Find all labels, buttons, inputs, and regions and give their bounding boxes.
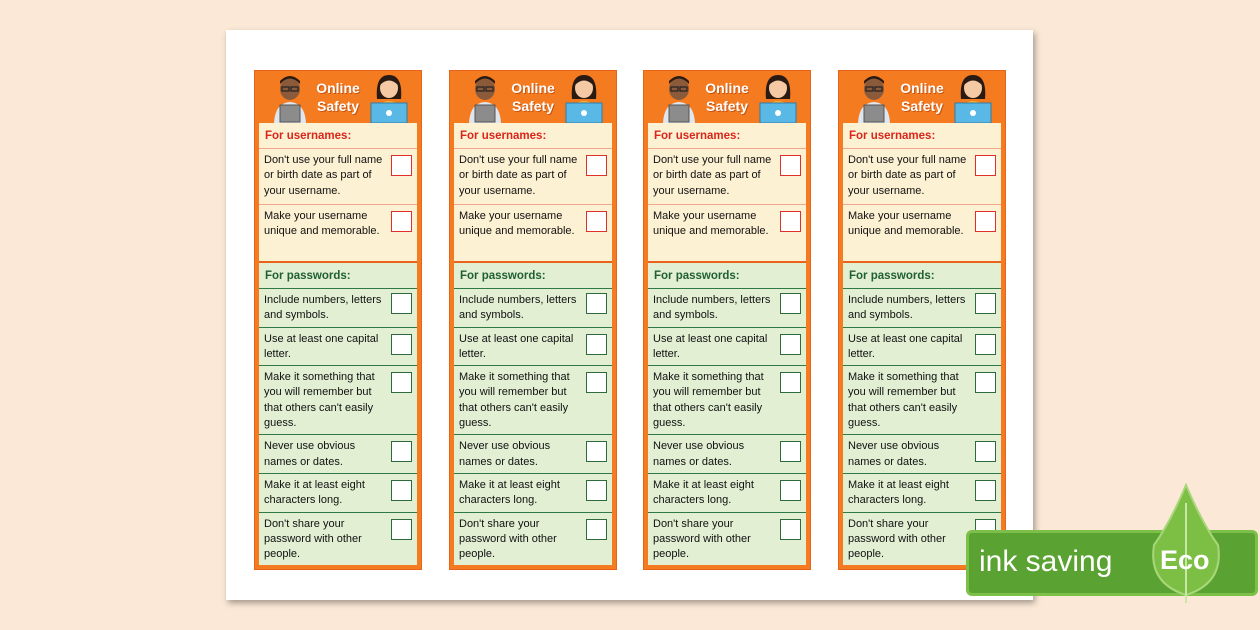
- checklist-item: [648, 366, 806, 435]
- checklist-item: [843, 328, 1001, 367]
- boy-with-tablet-icon: [855, 73, 893, 123]
- item-text: Use at least one capital letter.: [264, 332, 379, 360]
- passwords-heading: For passwords:: [259, 263, 417, 289]
- passwords-section: [454, 263, 612, 565]
- checkbox[interactable]: [780, 211, 801, 232]
- item-text: Make it something that you will remember but that others can't easily guess.: [459, 371, 570, 430]
- bookmark-title: Online Safety: [705, 80, 749, 114]
- checklist-item: [454, 289, 612, 328]
- usernames-section: [454, 123, 612, 263]
- bookmark-header: [454, 71, 612, 123]
- item-text: Make it something that you will remember but that others can't easily guess.: [848, 371, 959, 430]
- checkbox[interactable]: [975, 372, 996, 393]
- checkbox[interactable]: [586, 441, 607, 462]
- item-text: Don't use your full name or birth date as part of your username.: [653, 154, 772, 197]
- checklist-item: [259, 513, 417, 566]
- passwords-section: [843, 263, 1001, 565]
- item-text: Don't share your password with other people.: [653, 517, 751, 561]
- checklist-item: [648, 474, 806, 513]
- checkbox[interactable]: [780, 155, 801, 176]
- usernames-heading: For usernames:: [648, 123, 806, 149]
- checklist-item: [454, 513, 612, 566]
- checklist-item: [454, 205, 612, 261]
- item-text: Make it at least eight characters long.: [264, 478, 365, 507]
- checkbox[interactable]: [586, 211, 607, 232]
- bookmark-header: [843, 71, 1001, 123]
- checklist-item: [648, 513, 806, 566]
- boy-with-tablet-icon: [271, 73, 309, 123]
- checklist-item: [454, 328, 612, 367]
- passwords-heading: For passwords:: [454, 263, 612, 289]
- item-text: Use at least one capital letter.: [459, 332, 574, 360]
- girl-with-laptop-icon: [367, 73, 411, 123]
- checklist-item: [454, 366, 612, 435]
- checkbox[interactable]: [586, 293, 607, 314]
- passwords-section: [648, 263, 806, 565]
- checkbox[interactable]: [586, 372, 607, 393]
- item-text: Make it at least eight characters long.: [459, 478, 560, 507]
- checkbox[interactable]: [975, 211, 996, 232]
- checklist-item: [648, 435, 806, 474]
- bookmark: [838, 70, 1006, 570]
- checkbox[interactable]: [975, 155, 996, 176]
- bookmark: [643, 70, 811, 570]
- ink-saving-label: ink saving: [979, 545, 1113, 578]
- item-text: Make your username unique and memorable.: [653, 210, 769, 238]
- checkbox[interactable]: [780, 480, 801, 501]
- checklist-item: [648, 328, 806, 367]
- boy-with-tablet-icon: [466, 73, 504, 123]
- checkbox[interactable]: [391, 334, 412, 355]
- item-text: Don't share your password with other people.: [848, 517, 946, 561]
- usernames-heading: For usernames:: [454, 123, 612, 149]
- girl-with-laptop-icon: [951, 73, 995, 123]
- checkbox[interactable]: [391, 293, 412, 314]
- checkbox[interactable]: [391, 519, 412, 540]
- item-text: Don't share your password with other people.: [459, 517, 557, 561]
- checklist-item: [843, 205, 1001, 261]
- usernames-heading: For usernames:: [843, 123, 1001, 149]
- eco-leaf-icon: [1150, 483, 1222, 603]
- checkbox[interactable]: [391, 211, 412, 232]
- item-text: Don't use your full name or birth date as part of your username.: [459, 154, 578, 197]
- eco-label: Eco: [1160, 545, 1210, 575]
- checklist-item: [259, 328, 417, 367]
- checklist-item: [259, 289, 417, 328]
- checklist-item: [259, 435, 417, 474]
- item-text: Don't use your full name or birth date as part of your username.: [264, 154, 383, 197]
- item-text: Include numbers, letters and symbols.: [264, 294, 382, 322]
- checklist-item: [454, 474, 612, 513]
- item-text: Make your username unique and memorable.: [459, 210, 575, 238]
- checkbox[interactable]: [586, 519, 607, 540]
- checkbox[interactable]: [586, 155, 607, 176]
- item-text: Make your username unique and memorable.: [848, 210, 964, 238]
- girl-with-laptop-icon: [562, 73, 606, 123]
- bookmark-title: Online Safety: [900, 80, 944, 114]
- checkbox[interactable]: [975, 441, 996, 462]
- checklist-item: [648, 289, 806, 328]
- passwords-heading: For passwords:: [648, 263, 806, 289]
- item-text: Don't use your full name or birth date as part of your username.: [848, 154, 967, 197]
- item-text: Never use obvious names or dates.: [264, 440, 356, 468]
- checkbox[interactable]: [780, 334, 801, 355]
- checkbox[interactable]: [391, 155, 412, 176]
- checkbox[interactable]: [391, 441, 412, 462]
- checklist-item: [648, 149, 806, 205]
- checklist-item: [843, 149, 1001, 205]
- item-text: Never use obvious names or dates.: [848, 440, 940, 468]
- checklist-item: [259, 149, 417, 205]
- item-text: Never use obvious names or dates.: [459, 440, 551, 468]
- checklist-item: [843, 474, 1001, 513]
- checkbox[interactable]: [780, 441, 801, 462]
- girl-with-laptop-icon: [756, 73, 800, 123]
- checkbox[interactable]: [586, 334, 607, 355]
- checklist-item: [259, 366, 417, 435]
- bookmark-title: Online Safety: [316, 80, 360, 114]
- item-text: Use at least one capital letter.: [848, 332, 963, 360]
- checklist-item: [259, 474, 417, 513]
- bookmark: [254, 70, 422, 570]
- checklist-item: [843, 366, 1001, 435]
- item-text: Include numbers, letters and symbols.: [653, 294, 771, 322]
- item-text: Make it at least eight characters long.: [848, 478, 949, 507]
- checkbox[interactable]: [586, 480, 607, 501]
- item-text: Make it at least eight characters long.: [653, 478, 754, 507]
- item-text: Make your username unique and memorable.: [264, 210, 380, 238]
- bookmark-header: [648, 71, 806, 123]
- passwords-section: [259, 263, 417, 565]
- checkbox[interactable]: [780, 293, 801, 314]
- usernames-heading: For usernames:: [259, 123, 417, 149]
- checkbox[interactable]: [391, 372, 412, 393]
- checkbox[interactable]: [780, 372, 801, 393]
- checklist-item: [454, 435, 612, 474]
- checklist-item: [259, 205, 417, 261]
- checkbox[interactable]: [975, 334, 996, 355]
- checklist-item: [843, 289, 1001, 328]
- boy-with-tablet-icon: [660, 73, 698, 123]
- checkbox[interactable]: [975, 293, 996, 314]
- checkbox[interactable]: [975, 480, 996, 501]
- usernames-section: [648, 123, 806, 263]
- item-text: Include numbers, letters and symbols.: [848, 294, 966, 322]
- checklist-item: [843, 435, 1001, 474]
- bookmark: [449, 70, 617, 570]
- bookmark-title: Online Safety: [511, 80, 555, 114]
- checklist-item: [648, 205, 806, 261]
- checkbox[interactable]: [391, 480, 412, 501]
- worksheet-page: [226, 30, 1033, 600]
- item-text: Use at least one capital letter.: [653, 332, 768, 360]
- usernames-section: [259, 123, 417, 263]
- item-text: Include numbers, letters and symbols.: [459, 294, 577, 322]
- item-text: Don't share your password with other people.: [264, 517, 362, 561]
- checkbox[interactable]: [780, 519, 801, 540]
- item-text: Make it something that you will remember but that others can't easily guess.: [653, 371, 764, 430]
- usernames-section: [843, 123, 1001, 263]
- passwords-heading: For passwords:: [843, 263, 1001, 289]
- item-text: Never use obvious names or dates.: [653, 440, 745, 468]
- bookmark-header: [259, 71, 417, 123]
- checklist-item: [454, 149, 612, 205]
- item-text: Make it something that you will remember but that others can't easily guess.: [264, 371, 375, 430]
